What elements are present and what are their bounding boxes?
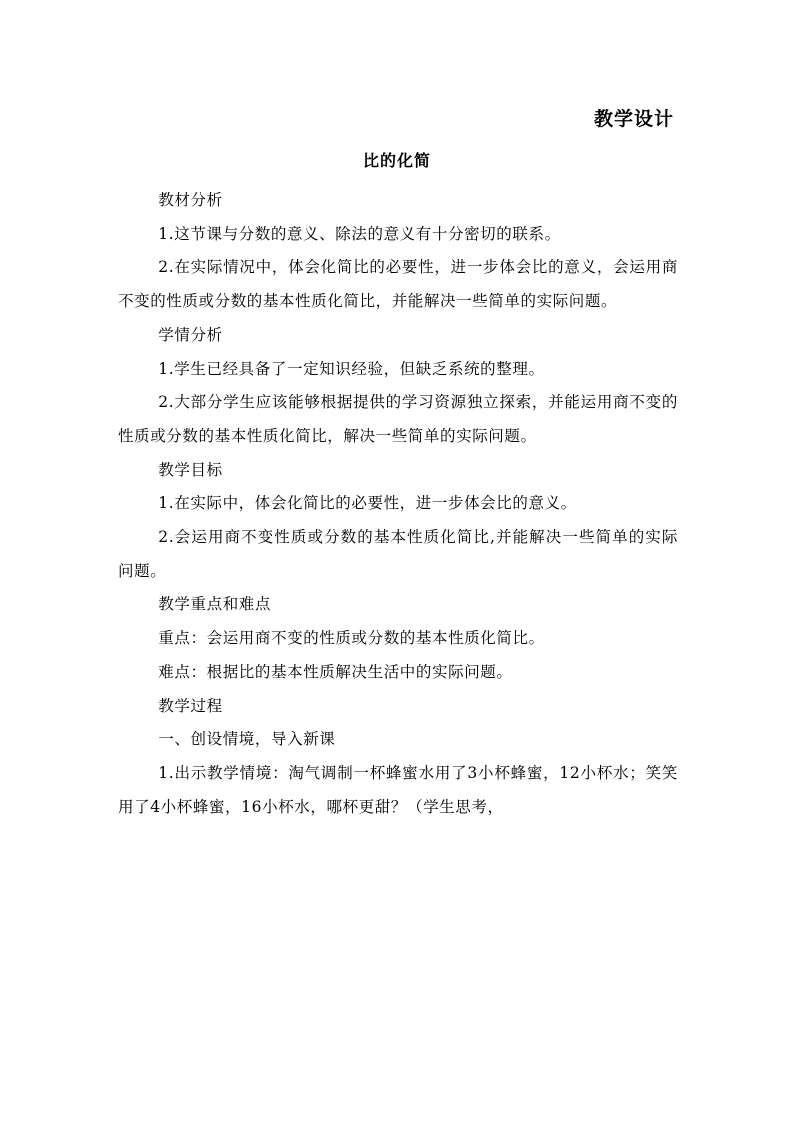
section-heading-textbook-analysis: 教材分析 — [158, 191, 223, 209]
header-title: 教学设计 — [593, 108, 674, 130]
section-heading-teaching-goals: 教学目标 — [158, 460, 223, 479]
paragraph: 1.在实际中，体会化简比的必要性，进一步体会比的意义。 — [158, 494, 577, 513]
section-heading-key-points: 教学重点和难点 — [158, 595, 271, 614]
paragraph: 重点：会运用商不变的性质或分数的基本性质化简比。 — [158, 629, 545, 648]
paragraph: 难点：根据比的基本性质解决生活中的实际问题。 — [158, 662, 513, 681]
paragraph: 1.出示教学情境：淘气调制一杯蜂蜜水用了3小杯蜂蜜，12小杯水；笑笑用了4小杯蜂蜜，16小杯水，哪杯更甜？（学生思考， — [118, 763, 678, 816]
section-heading-teaching-process: 教学过程 — [158, 696, 223, 715]
paragraph: 2.在实际情况中，体会化简比的必要性，进一步体会比的意义，会运用商不变的性质或分数的基本性质化简比，并能解决一些简单的实际问题。 — [118, 258, 678, 311]
paragraph: 2.会运用商不变性质或分数的基本性质化简比,并能解决一些简单的实际问题。 — [118, 528, 678, 580]
section-heading-learner-analysis: 学情分析 — [158, 325, 223, 344]
paragraph: 1.这节课与分数的意义、除法的意义有十分密切的联系。 — [158, 224, 561, 243]
paragraph: 2.大部分学生应该能够根据提供的学习资源独立探索，并能运用商不变的性质或分数的基本性质化简比，解决一些简单的实际问题。 — [118, 393, 678, 445]
document-title: 比的化简 — [362, 151, 431, 170]
document-body — [118, 184, 678, 824]
paragraph: 1.学生已经具备了一定知识经验，但缺乏系统的整理。 — [158, 359, 545, 378]
paragraph: 一、创设情境，导入新课 — [158, 730, 336, 749]
